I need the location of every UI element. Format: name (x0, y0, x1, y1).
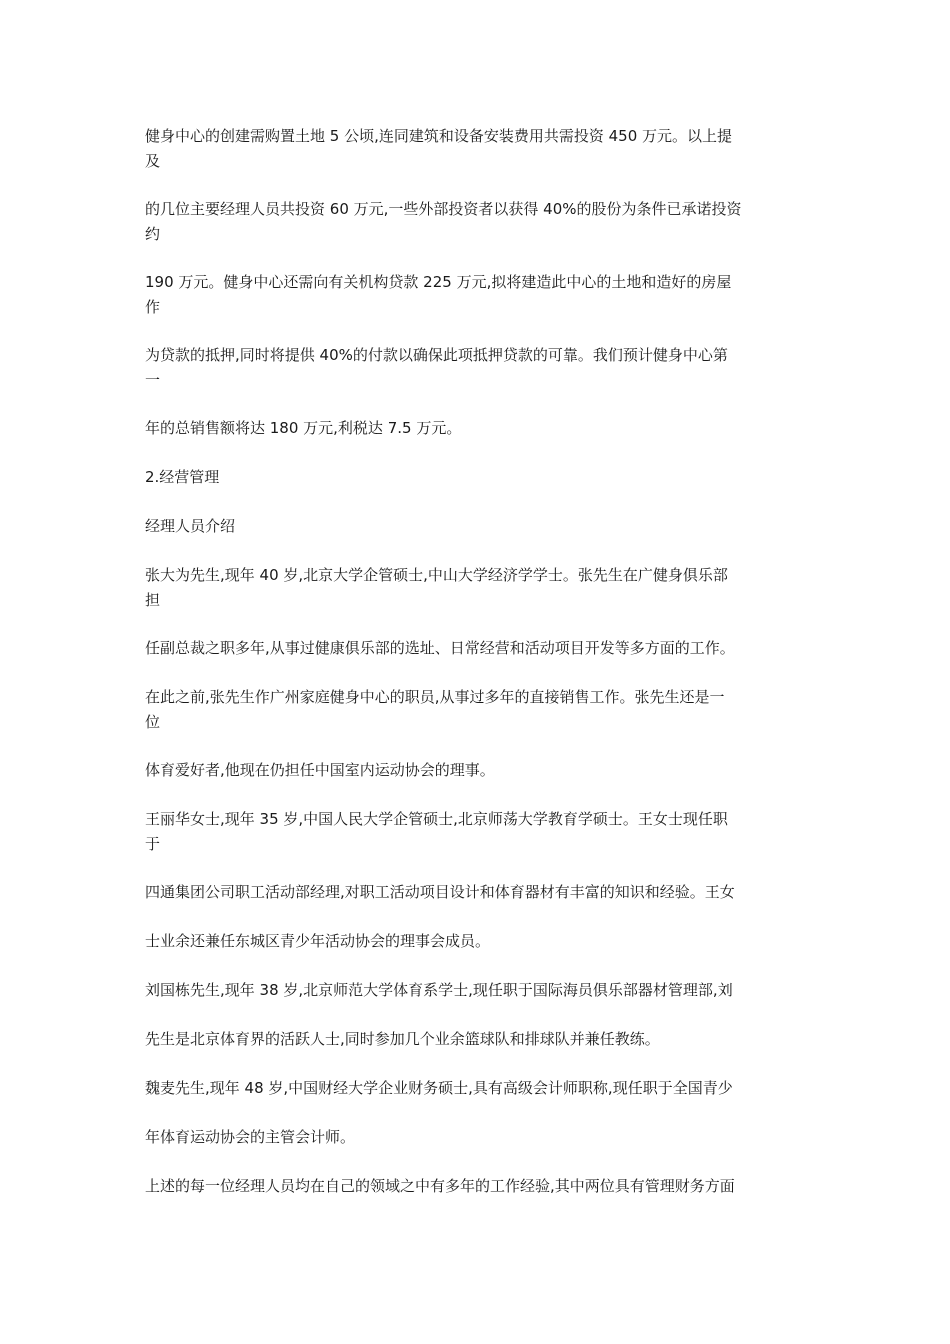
paragraph-line: 在此之前,张先生作广州家庭健身中心的职员,从事过多年的直接销售工作。张先生还是一 (145, 688, 725, 706)
paragraph-line-wrap: 约 (145, 224, 161, 243)
paragraph-line: 上述的每一位经理人员均在自己的领域之中有多年的工作经验,其中两位具有管理财务方面 (145, 1177, 735, 1195)
paragraph-line: 的几位主要经理人员共投资 60 万元,一些外部投资者以获得 40%的股份为条件已承诺投资 (145, 200, 742, 218)
paragraph-line: 士业余还兼任东城区青少年活动协会的理事会成员。 (145, 932, 491, 950)
paragraph-line-wrap: 担 (145, 590, 161, 609)
paragraph-line: 任副总裁之职多年,从事过健康俱乐部的选址、日常经营和活动项目开发等多方面的工作。 (145, 639, 735, 657)
paragraph-line-wrap: 位 (145, 712, 161, 731)
paragraph-line-wrap: 一 (145, 370, 161, 389)
subsection-heading: 经理人员介绍 (145, 517, 236, 535)
paragraph-line: 体育爱好者,他现在仍担任中国室内运动协会的理事。 (145, 761, 495, 779)
paragraph-line: 190 万元。健身中心还需向有关机构贷款 225 万元,拟将建造此中心的土地和造好的房屋 (145, 273, 732, 291)
paragraph-line: 四通集团公司职工活动部经理,对职工活动项目设计和体育器材有丰富的知识和经验。王女 (145, 883, 735, 901)
document-body (145, 124, 807, 1199)
paragraph-line: 年的总销售额将达 180 万元,利税达 7.5 万元。 (145, 419, 462, 437)
paragraph-line: 先生是北京体育界的活跃人士,同时参加几个业余篮球队和排球队并兼任教练。 (145, 1030, 660, 1048)
paragraph-line-wrap: 作 (145, 297, 161, 316)
paragraph-line: 刘国栋先生,现年 38 岁,北京师范大学体育系学士,现任职于国际海员俱乐部器材管理部,刘 (145, 981, 733, 999)
paragraph-line: 张大为先生,现年 40 岁,北京大学企管硕士,中山大学经济学学士。张先生在广健身俱乐部 (145, 566, 728, 584)
section-heading: 2.经营管理 (145, 468, 220, 486)
paragraph-line-wrap: 于 (145, 834, 161, 853)
paragraph-line: 健身中心的创建需购置土地 5 公顷,连同建筑和设备安装费用共需投资 450 万元。以上提 (145, 127, 733, 145)
paragraph-line: 王丽华女士,现年 35 岁,中国人民大学企管硕士,北京师荡大学教育学硕士。王女士现任职 (145, 810, 728, 828)
paragraph-line: 为贷款的抵押,同时将提供 40%的付款以确保此项抵押贷款的可靠。我们预计健身中心第 (145, 346, 728, 364)
paragraph-line: 魏麦先生,现年 48 岁,中国财经大学企业财务硕士,具有高级会计师职称,现任职于全国青少 (145, 1079, 733, 1097)
paragraph-line: 年体育运动协会的主管会计师。 (145, 1128, 356, 1146)
paragraph-line-wrap: 及 (145, 151, 161, 170)
